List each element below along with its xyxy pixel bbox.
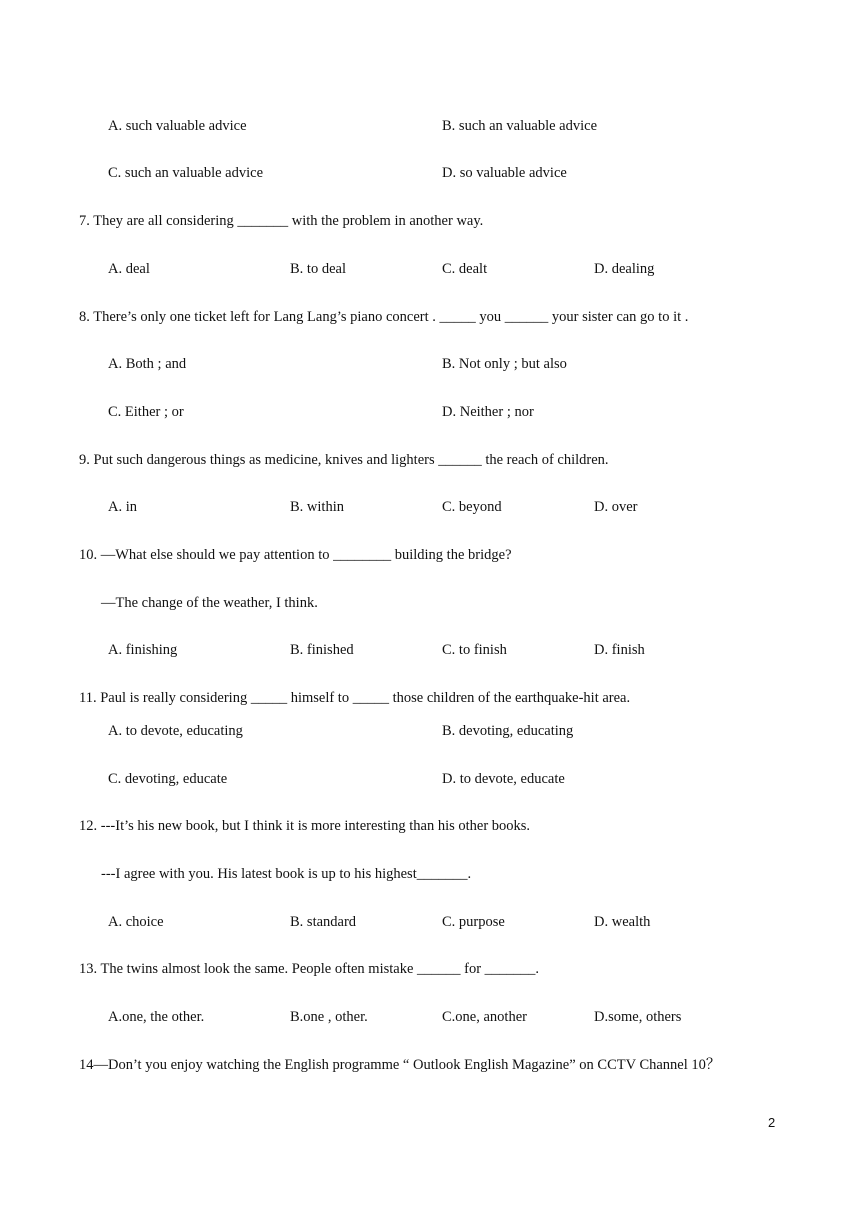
q8-option-a: A. Both ; and [108,356,187,372]
q10-option-b: B. finished [290,642,354,658]
q7-option-d: D. dealing [594,261,655,277]
q12-reply: ---I agree with you. His latest book is up to his highest_______. [101,866,472,882]
q7-option-a: A. deal [108,261,150,277]
q10-option-d: D. finish [594,642,645,658]
q13-option-b: B.one , other. [290,1009,368,1025]
q13-stem: 13. The twins almost look the same. People often mistake ______ for _______. [79,961,540,977]
q12-option-a: A. choice [108,914,164,930]
q7-option-c: C. dealt [442,261,488,277]
q10-option-a: A. finishing [108,642,178,658]
q7-option-b: B. to deal [290,261,346,277]
q6-option-c: C. such an valuable advice [108,165,264,181]
q12-stem: 12. ---It’s his new book, but I think it is more interesting than his other books. [79,818,531,834]
q13-option-d: D.some, others [594,1009,682,1025]
q11-stem: 11. Paul is really considering _____ himself to _____ those children of the earthquake-hit area. [79,690,631,706]
q10-reply: —The change of the weather, I think. [101,595,318,611]
q8-option-c: C. Either ; or [108,404,184,420]
page-number: 2 [768,1115,776,1130]
q10-option-c: C. to finish [442,642,507,658]
q13-option-a: A.one, the other. [108,1009,205,1025]
q11-option-d: D. to devote, educate [442,771,565,787]
q11-option-b: B. devoting, educating [442,723,574,739]
q11-option-a: A. to devote, educating [108,723,243,739]
q6-option-a: A. such valuable advice [108,118,247,134]
q9-option-c: C. beyond [442,499,502,515]
q11-option-c: C. devoting, educate [108,771,228,787]
q9-option-b: B. within [290,499,344,515]
q13-option-c: C.one, another [442,1009,527,1025]
q9-option-d: D. over [594,499,638,515]
q8-stem: 8. There’s only one ticket left for Lang Lang’s piano concert . _____ you ______ your sister can go to it . [79,309,689,325]
q14-stem: 14—Don’t you enjoy watching the English programme “ Outlook English Magazine” on CCTV Channel 10？ [79,1057,721,1073]
q7-stem: 7. They are all considering _______ with the problem in another way. [79,213,484,229]
q12-option-d: D. wealth [594,914,651,930]
q8-option-b: B. Not only ; but also [442,356,567,372]
q9-option-a: A. in [108,499,137,515]
q9-stem: 9. Put such dangerous things as medicine, knives and lighters ______ the reach of children. [79,452,609,468]
q12-option-b: B. standard [290,914,357,930]
q8-option-d: D. Neither ; nor [442,404,534,420]
q10-stem: 10. —What else should we pay attention to ________ building the bridge? [79,547,512,563]
q6-option-d: D. so valuable advice [442,165,567,181]
q6-option-b: B. such an valuable advice [442,118,598,134]
q12-option-c: C. purpose [442,914,505,930]
